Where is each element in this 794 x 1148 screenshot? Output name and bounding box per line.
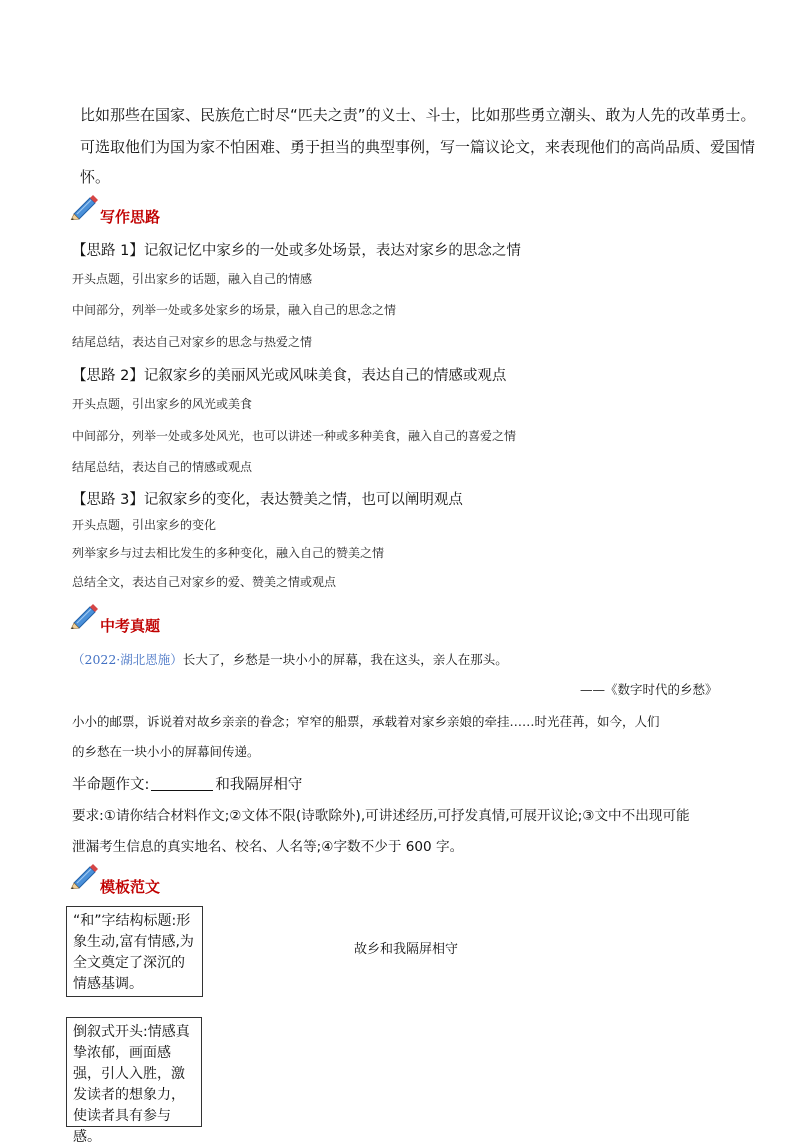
section-title-writing: 写作思路 bbox=[100, 208, 161, 226]
exam-prompt-rest: 和我隔屏相守 bbox=[215, 777, 303, 793]
exam-source-line bbox=[72, 649, 508, 668]
outline-step: 中间部分，列举一处或多处风光，也可以讲述一种或多种美食，融入自己的喜爱之情 bbox=[72, 429, 517, 443]
outline-heading: 【思路 3】记叙家乡的变化，表达赞美之情，也可以阐明观点 bbox=[72, 492, 463, 508]
pencil-icon bbox=[70, 863, 98, 889]
outline-heading: 【思路 1】记叙记忆中家乡的一处或多处场景，表达对家乡的思念之情 bbox=[72, 243, 521, 259]
exam-requirement-line-1: 要求:①请你结合材料作文;②文体不限(诗歌除外),可讲述经历,可抒发真情,可展开议论;③文中不出现可能 bbox=[72, 808, 690, 824]
section-title-exam: 中考真题 bbox=[100, 617, 161, 635]
intro-line-3: 怀。 bbox=[80, 168, 111, 186]
fill-blank bbox=[151, 776, 213, 791]
exam-prompt-label: 半命题作文: bbox=[72, 777, 150, 793]
annotation-box: 倒叙式开头:情感真挚浓郁，画面感强，引人入胜，激发读者的想象力，使读者具有参与感。 bbox=[66, 1017, 202, 1127]
exam-prompt bbox=[72, 773, 302, 794]
intro-line-1: 比如那些在国家、民族危亡时尽“匹夫之责”的义士、斗士，比如那些勇立潮头、敢为人先的改革勇士。 bbox=[80, 106, 756, 124]
exam-source: （2022·湖北恩施） bbox=[72, 652, 183, 667]
annotation-box: “和”字结构标题:形象生动,富有情感,为全文奠定了深沉的情感基调。 bbox=[66, 906, 203, 997]
outline-step: 开头点题，引出家乡的话题，融入自己的情感 bbox=[72, 272, 313, 286]
outline-heading: 【思路 2】记叙家乡的美丽风光或风味美食，表达自己的情感或观点 bbox=[72, 368, 507, 384]
exam-requirement-line-2: 泄漏考生信息的真实地名、校名、人名等;④字数不少于 600 字。 bbox=[72, 839, 464, 855]
outline-step: 开头点题，引出家乡的变化 bbox=[72, 518, 217, 532]
exam-quote: 长大了，乡愁是一块小小的屏幕，我在这头，亲人在那头。 bbox=[182, 652, 508, 667]
exam-passage-line-1: 小小的邮票，诉说着对故乡亲亲的眷念；窄窄的船票，承载着对家乡亲娘的牵挂……时光荏苒，如今，人们 bbox=[72, 714, 660, 729]
outline-step: 结尾总结，表达自己的情感或观点 bbox=[72, 460, 253, 474]
pencil-icon bbox=[70, 603, 98, 629]
pencil-icon bbox=[70, 194, 98, 220]
exam-attribution: ——《数字时代的乡愁》 bbox=[580, 682, 718, 697]
outline-step: 开头点题，引出家乡的风光或美食 bbox=[72, 397, 253, 411]
intro-line-2: 可选取他们为国为家不怕困难、勇于担当的典型事例，写一篇议论文，来表现他们的高尚品质、爱国情 bbox=[80, 138, 756, 156]
outline-step: 列举家乡与过去相比发生的多种变化，融入自己的赞美之情 bbox=[72, 546, 385, 560]
outline-step: 总结全文，表达自己对家乡的爱、赞美之情或观点 bbox=[72, 575, 337, 589]
essay-title: 故乡和我隔屏相守 bbox=[354, 942, 459, 957]
outline-step: 结尾总结，表达自己对家乡的思念与热爱之情 bbox=[72, 335, 313, 349]
exam-passage-line-2: 的乡愁在一块小小的屏幕间传递。 bbox=[72, 744, 260, 759]
outline-step: 中间部分，列举一处或多处家乡的场景，融入自己的思念之情 bbox=[72, 303, 397, 317]
section-title-sample: 模板范文 bbox=[100, 878, 161, 896]
